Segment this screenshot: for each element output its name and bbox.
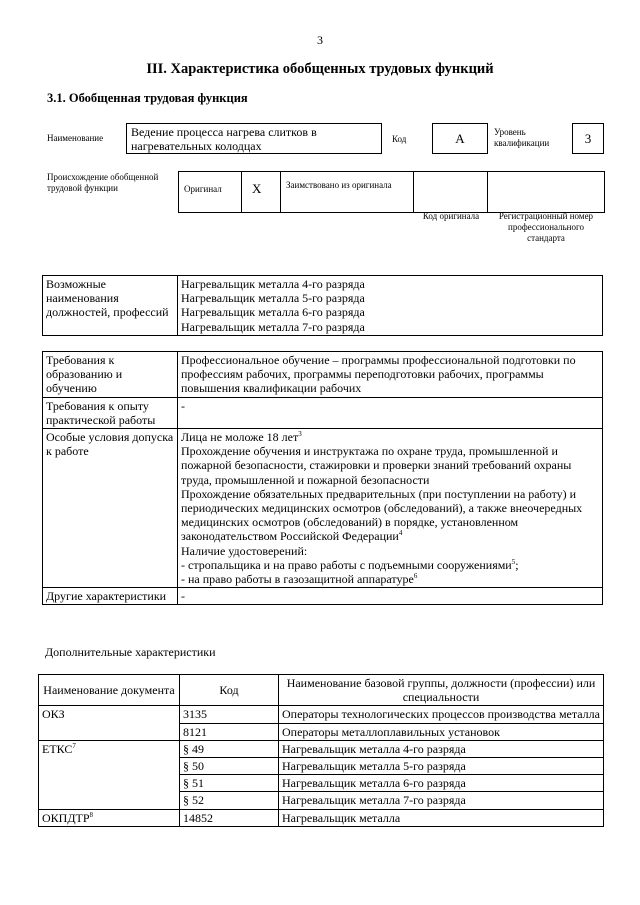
position-item: Нагревальщик металла 6-го разряда xyxy=(181,305,365,320)
table-cell-code: § 52 xyxy=(180,792,279,809)
original-label: Оригинал xyxy=(184,184,222,194)
conditions-value xyxy=(178,429,603,588)
level-label: Уровень квалификации xyxy=(494,127,550,148)
origin-label: Происхождение обобщенной трудовой функции xyxy=(47,172,159,193)
table-cell-name: Нагревальщик металла xyxy=(279,809,604,826)
subsection-title: 3.1. Обобщенная трудовая функция xyxy=(47,91,248,105)
position-item: Нагревальщик металла 5-го разряда xyxy=(181,291,365,306)
other-value: - xyxy=(178,588,603,605)
level-value: 3 xyxy=(572,123,604,154)
condition-slinger: - стропальщика и на право работы с подъемными сооружениями xyxy=(181,557,512,572)
condition-training: Прохождение обучения и инструктажа по охране труда, промышленной и пожарной безопасности, стажировки и проверки знаний требований охраны труда, промышленной и пожарной безопасности xyxy=(181,444,572,487)
position-item: Нагревальщик металла 4-го разряда xyxy=(181,277,365,291)
footnote-mark: 6 xyxy=(413,572,418,581)
origin-box xyxy=(178,171,605,213)
condition-certificates: Наличие удостоверений: xyxy=(181,543,308,558)
table-cell-code: 8121 xyxy=(180,723,279,740)
conditions-label: Особые условия допуска к работе xyxy=(43,429,178,588)
positions-table xyxy=(42,275,603,336)
footnote-mark: 3 xyxy=(298,430,302,439)
table-cell-name: Операторы технологических процессов производства металла xyxy=(279,706,604,723)
footnote-mark: 7 xyxy=(72,741,76,750)
table-cell-code: § 51 xyxy=(180,775,279,792)
table-cell-code: 14852 xyxy=(180,809,279,826)
page-number: 3 xyxy=(317,33,323,47)
reg-number-caption: Регистрационный номер профессионального стандарта xyxy=(498,211,594,243)
table-cell-name: Нагревальщик металла 6-го разряда xyxy=(279,775,604,792)
table-cell-code: 3135 xyxy=(180,706,279,723)
condition-age: Лица не моложе 18 лет xyxy=(181,430,299,445)
education-label: Требования к образованию и обучению xyxy=(43,352,178,398)
additional-table xyxy=(38,674,604,827)
education-value: Профессиональное обучение – программы профессиональной подготовки по профессиям рабочих, программы переподготовки рабочих, программы повышения квалификации рабочих xyxy=(178,352,603,398)
footnote-mark: 4 xyxy=(398,529,403,538)
okz-label: ОКЗ xyxy=(39,706,180,740)
code-value: А xyxy=(432,123,488,154)
table-cell-name: Нагревальщик металла 5-го разряда xyxy=(279,758,604,775)
positions-label: Возможные наименования должностей, профессий xyxy=(43,276,178,336)
footnote-mark: 5 xyxy=(511,557,516,566)
section-title: III. Характеристика обобщенных трудовых функций xyxy=(146,61,494,77)
position-item: Нагревальщик металла 7-го разряда xyxy=(181,319,365,334)
experience-label: Требования к опыту практической работы xyxy=(43,397,178,428)
col-name-header: Наименование базовой группы, должности (профессии) или специальности xyxy=(279,675,604,706)
table-cell-name: Нагревальщик металла 7-го разряда xyxy=(279,792,604,809)
table-cell-code: § 49 xyxy=(180,740,279,757)
table-cell-code: § 50 xyxy=(180,758,279,775)
etks-label: ЕТКС xyxy=(42,741,73,756)
table-cell-name: Нагревальщик металла 4-го разряда xyxy=(279,740,604,757)
footnote-mark: 8 xyxy=(89,810,94,819)
table-cell-name: Операторы металлоплавильных установок xyxy=(279,723,604,740)
original-mark: X xyxy=(252,181,262,196)
code-original-caption: Код оригинала xyxy=(422,211,480,221)
code-label: Код xyxy=(392,134,407,144)
requirements-table xyxy=(42,351,603,605)
other-label: Другие характеристики xyxy=(43,588,178,605)
condition-gas: - на право работы в газозащитной аппаратуре xyxy=(181,572,414,587)
condition-medical: Прохождение обязательных предварительных (при поступлении на работу) и периодических медицинских осмотров (обследований), а также внеочередных медицинских осмотров (обследований) в порядке, установленном законодательством Российской Федерации xyxy=(181,486,583,544)
positions-list xyxy=(178,276,603,336)
name-value: Ведение процесса нагрева слитков в нагревательных колодцах xyxy=(126,123,382,154)
additional-title: Дополнительные характеристики xyxy=(45,645,216,659)
okpdtr-label: ОКПДТР xyxy=(42,810,90,825)
col-doc-header: Наименование документа xyxy=(39,675,180,706)
borrowed-label: Заимствовано из оригинала xyxy=(286,180,392,190)
col-code-header: Код xyxy=(180,675,279,706)
experience-value: - xyxy=(178,397,603,428)
name-label: Наименование xyxy=(47,133,104,143)
punctuation: ; xyxy=(515,557,519,572)
